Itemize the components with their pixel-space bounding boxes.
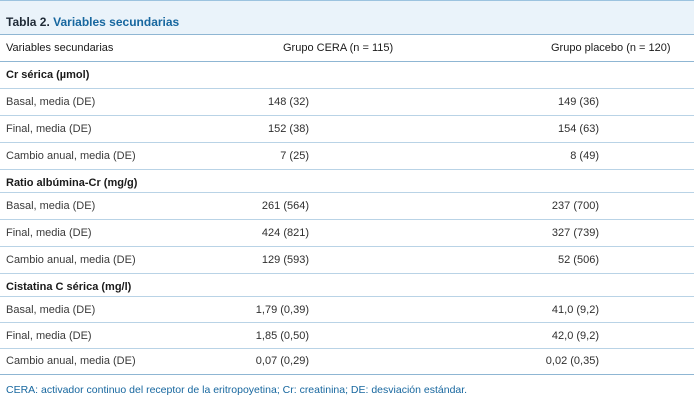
- table-bottom-rule: [0, 374, 694, 375]
- placebo-value: 149 (36): [558, 96, 599, 108]
- section-title: Ratio albúmina-Cr (mg/g): [6, 177, 138, 189]
- row-label: Basal, media (DE): [6, 96, 96, 108]
- table-row: [0, 143, 694, 169]
- cera-value: 7 (25): [280, 150, 309, 162]
- section-title: Cr sérica (µmol): [6, 69, 90, 81]
- table-row: [0, 89, 694, 115]
- table-row: [0, 297, 694, 323]
- placebo-value: 0,02 (0,35): [545, 355, 599, 367]
- row-label: Final, media (DE): [6, 123, 92, 135]
- placebo-value: 154 (63): [558, 123, 599, 135]
- row-label: Final, media (DE): [6, 227, 92, 239]
- row-label: Basal, media (DE): [6, 304, 96, 316]
- placebo-value: 42,0 (9,2): [551, 330, 599, 342]
- table-row: [0, 349, 694, 375]
- cera-value: 1,79 (0,39): [255, 304, 309, 316]
- header-row: [0, 35, 694, 61]
- table-name: Variables secundarias: [53, 15, 180, 29]
- placebo-value: 237 (700): [551, 200, 599, 212]
- row-label: Cambio anual, media (DE): [6, 150, 136, 162]
- table-row: [0, 323, 694, 349]
- cera-value: 0,07 (0,29): [255, 355, 309, 367]
- cera-value: 148 (32): [268, 96, 309, 108]
- cera-value: 1,85 (0,50): [255, 330, 309, 342]
- row-label: Final, media (DE): [6, 330, 92, 342]
- section-title: Cistatina C sérica (mg/l): [6, 281, 132, 293]
- table-number: Tabla 2.: [6, 15, 50, 29]
- table-row: [0, 193, 694, 219]
- table-footnote: CERA: activador continuo del receptor de la eritropoyetina; Cr: creatinina; DE: desviación estándar.: [6, 384, 468, 396]
- table-title: [6, 15, 179, 29]
- table-title-bar: [0, 0, 694, 35]
- table-row: [0, 116, 694, 142]
- section-row-cr: [0, 62, 694, 88]
- placebo-value: 327 (739): [551, 227, 599, 239]
- placebo-value: 41,0 (9,2): [551, 304, 599, 316]
- row-label: Cambio anual, media (DE): [6, 254, 136, 266]
- table-row: [0, 247, 694, 273]
- header-cera: Grupo CERA (n = 115): [283, 42, 394, 54]
- cera-value: 424 (821): [261, 227, 309, 239]
- cera-value: 129 (593): [261, 254, 309, 266]
- table-row: [0, 220, 694, 246]
- cera-value: 152 (38): [268, 123, 309, 135]
- placebo-value: 52 (506): [558, 254, 599, 266]
- row-label: Cambio anual, media (DE): [6, 355, 136, 367]
- placebo-value: 8 (49): [570, 150, 599, 162]
- cera-value: 261 (564): [261, 200, 309, 212]
- header-variables: Variables secundarias: [6, 42, 114, 54]
- row-label: Basal, media (DE): [6, 200, 96, 212]
- header-placebo: Grupo placebo (n = 120): [551, 42, 671, 54]
